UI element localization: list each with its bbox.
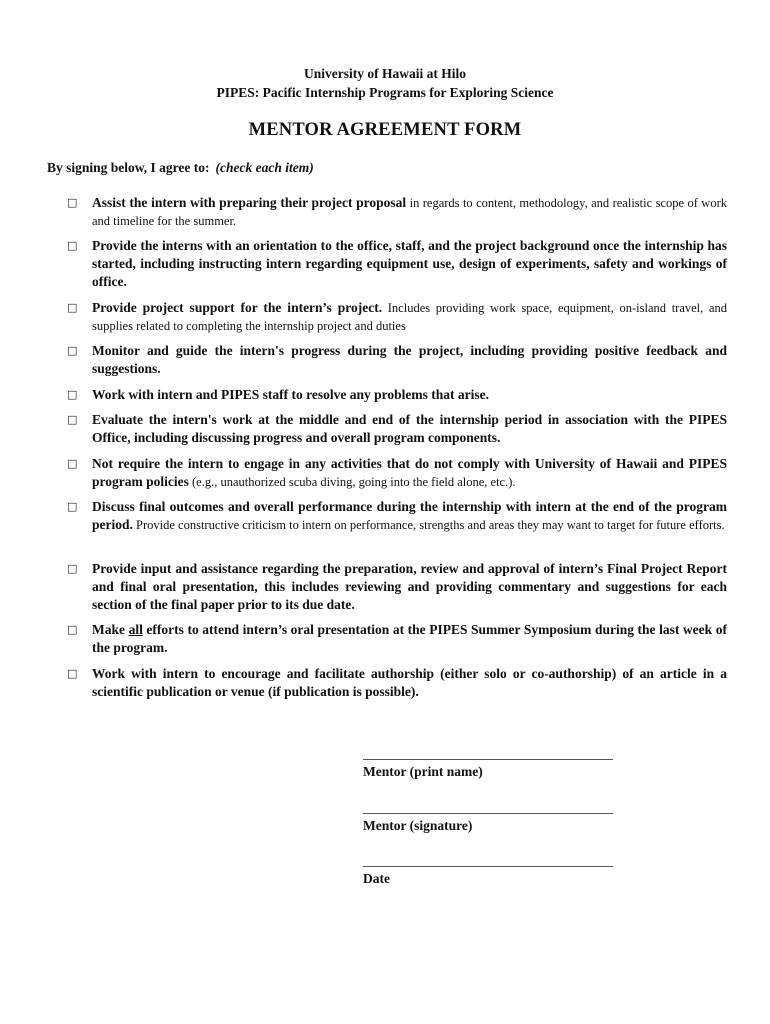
item-text — [92, 665, 727, 701]
item-bold-text: Assist the intern with preparing their project proposal — [92, 195, 407, 210]
item-bold-text: Work with intern and PIPES staff to resolve any problems that arise. — [92, 387, 490, 402]
item-underlined-text: all — [128, 622, 143, 637]
item-bold-text: Provide input and assistance regarding the preparation, review and approval of intern’s Final Project Report and final oral presentation, this includes reviewing and providing commentary and suggestions for each section of the final paper prior to its due date. — [92, 561, 727, 612]
item-normal-text: Provide constructive criticism to intern on performance, strengths and areas they may want to target for future efforts. — [132, 518, 725, 532]
item-bold-text: Evaluate the intern's work at the middle and end of the internship period in association with the PIPES Office, including discussing progress and overall program components. — [92, 412, 727, 445]
item-text — [92, 299, 727, 335]
checkbox-icon[interactable]: □ — [67, 344, 78, 357]
date-label: Date — [363, 871, 390, 886]
item-text — [92, 194, 727, 230]
form-title: MENTOR AGREEMENT FORM — [248, 120, 522, 140]
university-name: University of Hawaii at Hilo — [304, 66, 466, 81]
item-text — [92, 455, 727, 491]
item-bold-text: Discuss final outcomes and overall performance during the internship with intern at the end of the program period. — [92, 499, 727, 532]
item-bold-text: Provide project support for the intern’s project. — [92, 300, 383, 315]
intro-note: (check each item) — [215, 160, 314, 175]
checkbox-icon[interactable]: □ — [67, 562, 78, 575]
checkbox-icon[interactable]: □ — [67, 239, 78, 252]
item-bold-text: efforts to attend intern’s oral presentation at the PIPES Summer Symposium during the last week of the program. — [92, 622, 727, 655]
program-name: PIPES: Pacific Internship Programs for Exploring Science — [216, 85, 554, 100]
mentor-print-name-label: Mentor (print name) — [363, 764, 483, 779]
item-bold-text: Monitor and guide the intern's progress during the project, including providing positive feedback and suggestions. — [92, 343, 727, 376]
mentor-print-name-field[interactable] — [363, 759, 613, 760]
mentor-signature-block — [363, 813, 613, 834]
checkbox-icon[interactable]: □ — [67, 500, 78, 513]
item-bold-text: Work with intern to encourage and facilitate authorship (either solo or co-authorship) of an article in a scientific publication or venue (if publication is possible). — [92, 666, 727, 699]
date-block — [363, 866, 613, 887]
intro-statement — [47, 159, 314, 176]
checkbox-icon[interactable]: □ — [67, 301, 78, 314]
checkbox-icon[interactable]: □ — [67, 196, 78, 209]
checkbox-icon[interactable]: □ — [67, 667, 78, 680]
item-text — [92, 411, 727, 447]
item-text — [92, 498, 727, 534]
item-text — [92, 386, 727, 404]
item-normal-text: Includes providing work space, equipment, on-island travel, and supplies related to completing the internship project and duties — [92, 301, 727, 333]
mentor-signature-label: Mentor (signature) — [363, 818, 473, 833]
item-text — [92, 560, 727, 614]
checkbox-icon[interactable]: □ — [67, 457, 78, 470]
item-bold-text: Make — [92, 622, 129, 637]
intro-text: By signing below, I agree to: — [47, 160, 210, 175]
item-text — [92, 621, 727, 657]
mentor-signature-field[interactable] — [363, 813, 613, 814]
item-bold-text: Not require the intern to engage in any activities that do not comply with University of Hawaii and PIPES program policies — [92, 456, 727, 489]
item-text — [92, 237, 727, 291]
checkbox-icon[interactable]: □ — [67, 623, 78, 636]
item-bold-text: Provide the interns with an orientation to the office, staff, and the project background once the internship has started, including instructing intern regarding equipment use, design of experiments, safety and workings of office. — [92, 238, 727, 289]
item-normal-text: in regards to content, methodology, and realistic scope of work and timeline for the summer. — [92, 196, 727, 228]
checkbox-icon[interactable]: □ — [67, 413, 78, 426]
checkbox-icon[interactable]: □ — [67, 388, 78, 401]
item-normal-text: (e.g., unauthorized scuba diving, going into the field alone, etc.). — [188, 475, 516, 489]
date-field[interactable] — [363, 866, 613, 867]
item-text — [92, 342, 727, 378]
mentor-print-name-block — [363, 759, 613, 780]
